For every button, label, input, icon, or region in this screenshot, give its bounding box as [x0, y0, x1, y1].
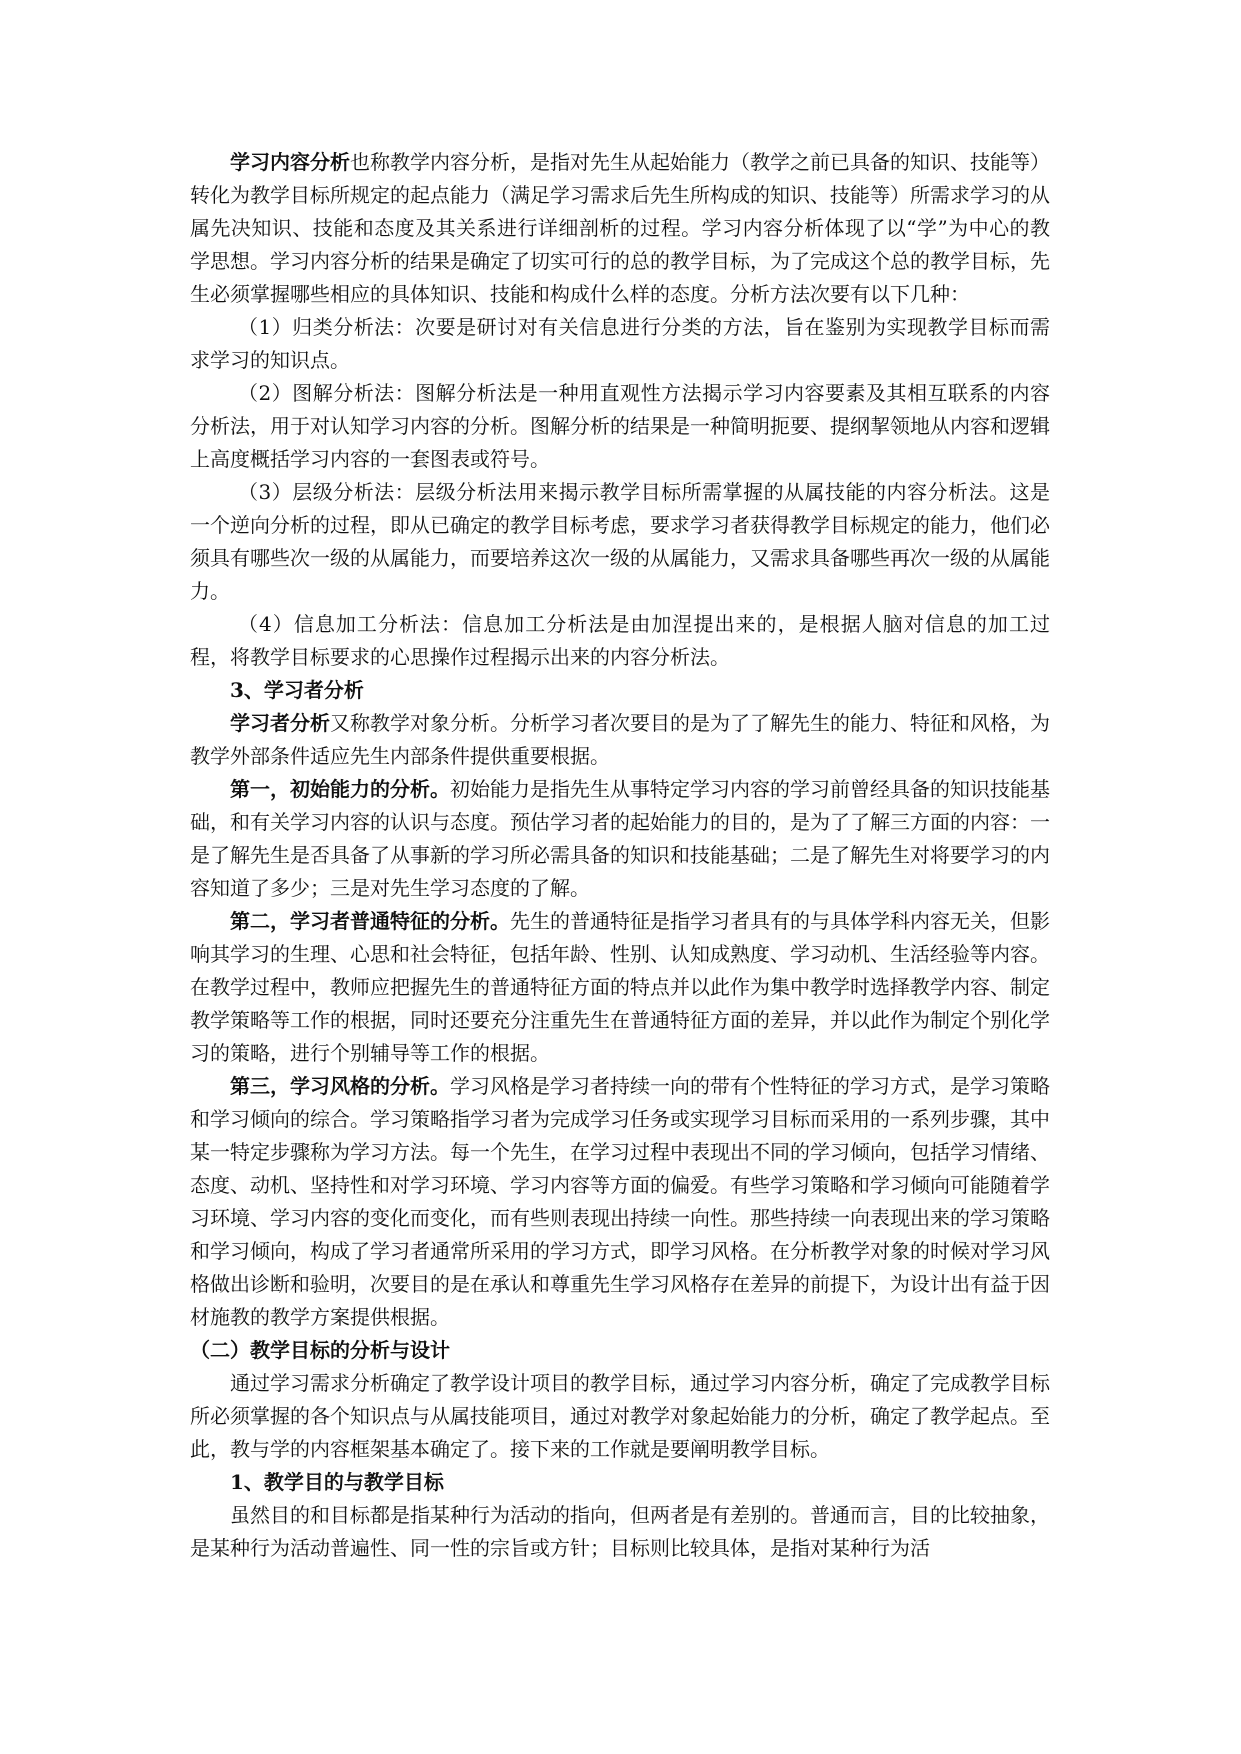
paragraph-learning-content-analysis — [190, 146, 1050, 311]
paragraph-info-processing-method: （4）信息加工分析法：信息加工分析法是由加涅提出来的，是根据人脑对信息的加工过程，将教学目标要求的心思操作过程揭示出来的内容分析法。 — [190, 612, 1050, 669]
paragraph-general-features — [190, 905, 1050, 1070]
term-learning-style: 第三，学习风格的分析。 — [230, 1074, 450, 1098]
paragraph-purpose-vs-objective: 虽然目的和目标都是指某种行为活动的指向，但两者是有差别的。普通而言，目的比较抽象，是某种行为活动普遍性、同一性的宗旨或方针；目标则比较具体，是指对某种行为活 — [190, 1503, 1050, 1560]
term-general-features: 第二，学习者普通特征的分析。 — [230, 909, 510, 933]
term-initial-ability: 第一，初始能力的分析。 — [230, 777, 450, 801]
paragraph-initial-ability — [190, 773, 1050, 905]
section-heading-learner-analysis: 3、学习者分析 — [230, 678, 364, 702]
paragraph-hierarchy-method: （3）层级分析法：层级分析法用来揭示教学目标所需掌握的从属技能的内容分析法。这是一个逆向分析的过程，即从已确定的教学目标考虑，要求学习者获得教学目标规定的能力，他们必须具有哪些次一级的从属能力，而要培养这次一级的从属能力，又需求具备哪些再次一级的从属能力。 — [190, 480, 1050, 603]
section-heading-purpose-vs-objective: 1、教学目的与教学目标 — [230, 1470, 444, 1494]
paragraph-text: 也称教学内容分析，是指对先生从起始能力（教学之前已具备的知识、技能等）转化为教学目标所规定的起点能力（满足学习需求后先生所构成的知识、技能等）所需求学习的从属先决知识、技能和态度及其关系进行详细剖析的过程。学习内容分析体现了以“学”为中心的教学思想。学习内容分析的结果是确定了切实可行的总的教学目标，为了完成这个总的教学目标，先生必须掌握哪些相应的具体知识、技能和构成什么样的态度。分析方法次要有以下几种： — [190, 150, 1050, 306]
paragraph-learner-analysis — [190, 707, 1050, 773]
term-learning-content-analysis: 学习内容分析 — [230, 150, 350, 174]
paragraph-text: 学习风格是学习者持续一向的带有个性特征的学习方式，是学习策略和学习倾向的综合。学习策略指学习者为完成学习任务或实现学习目标而采用的一系列步骤，其中某一特定步骤称为学习方法。每一个先生，在学习过程中表现出不同的学习倾向，包括学习情绪、态度、动机、坚持性和对学习环境、学习内容等方面的偏爱。有些学习策略和学习倾向可能随着学习环境、学习内容的变化而变化，而有些则表现出持续一向性。那些持续一向表现出来的学习策略和学习倾向，构成了学习者通常所采用的学习方式，即学习风格。在分析教学对象的时候对学习风格做出诊断和验明，次要目的是在承认和尊重先生学习风格存在差异的前提下，为设计出有益于因材施教的教学方案提供根据。 — [190, 1074, 1050, 1329]
paragraph-objectives-intro: 通过学习需求分析确定了教学设计项目的教学目标，通过学习内容分析，确定了完成教学目标所必须掌握的各个知识点与从属技能项目，通过对教学对象起始能力的分析，确定了教学起点。至此，教与学的内容框架基本确定了。接下来的工作就是要阐明教学目标。 — [190, 1371, 1050, 1461]
document-body — [190, 146, 1050, 1565]
paragraph-text: 先生的普通特征是指学习者具有的与具体学科内容无关，但影响其学习的生理、心思和社会特征，包括年龄、性别、认知成熟度、学习动机、生活经验等内容。在教学过程中，教师应把握先生的普通特征方面的特点并以此作为集中教学时选择教学内容、制定教学策略等工作的根据，同时还要充分注重先生在普通特征方面的差异，并以此作为制定个别化学习的策略，进行个别辅导等工作的根据。 — [190, 909, 1050, 1065]
term-learner-analysis: 学习者分析 — [230, 711, 330, 735]
section-heading-objectives-design: （二）教学目标的分析与设计 — [190, 1338, 450, 1362]
paragraph-learning-style — [190, 1070, 1050, 1334]
paragraph-text: 初始能力是指先生从事特定学习内容的学习前曾经具备的知识技能基础，和有关学习内容的认识与态度。预估学习者的起始能力的目的，是为了了解三方面的内容：一是了解先生是否具备了从事新的学习所必需具备的知识和技能基础；二是了解先生对将要学习的内容知道了多少；三是对先生学习态度的了解。 — [190, 777, 1050, 900]
paragraph-text: 又称教学对象分析。分析学习者次要目的是为了了解先生的能力、特征和风格，为教学外部条件适应先生内部条件提供重要根据。 — [190, 711, 1050, 768]
paragraph-diagram-method: （2）图解分析法：图解分析法是一种用直观性方法揭示学习内容要素及其相互联系的内容分析法，用于对认知学习内容的分析。图解分析的结果是一种简明扼要、提纲挈领地从内容和逻辑上高度概括学习内容的一套图表或符号。 — [190, 381, 1050, 471]
paragraph-classification-method: （1）归类分析法：次要是研讨对有关信息进行分类的方法，旨在鉴别为实现教学目标而需求学习的知识点。 — [190, 315, 1050, 372]
